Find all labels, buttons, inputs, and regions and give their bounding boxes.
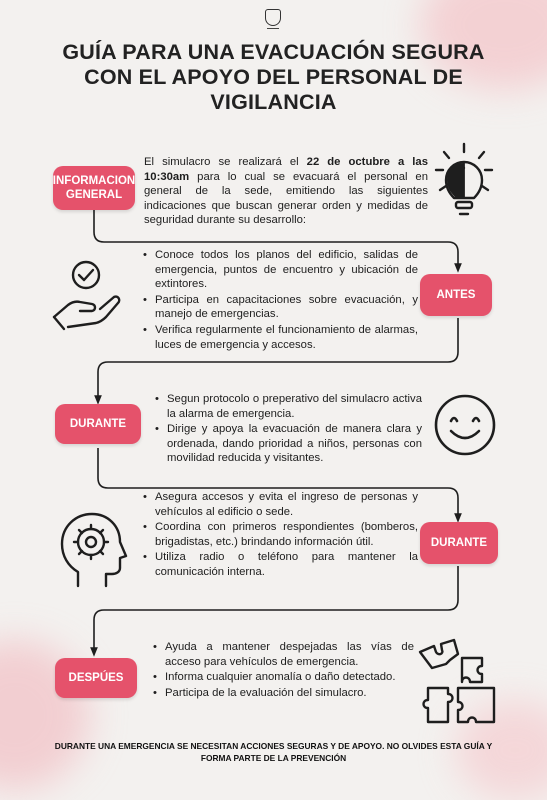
institution-logo: ▬▬▬▬ <box>262 9 284 35</box>
footer-message <box>18 740 529 764</box>
despues-item-2: • Informa cualquier anomalía o daño detectado. <box>150 670 414 685</box>
label-info-line-1: INFORMACION <box>52 175 136 187</box>
label-despues-text: DESPÚES <box>68 672 124 684</box>
intro-text-2: para lo cual se evacuará el personal en general de la sede, emitiendo las siguientes indicaciones que buscan generar orden y medidas de seguridad durante su desarrollo: <box>144 170 428 227</box>
intro-text-1: El simulacro se realizará el <box>144 156 307 168</box>
label-durante-1-text: DURANTE <box>69 418 127 430</box>
label-antes-text: ANTES <box>436 289 476 301</box>
durante-2-list <box>140 490 418 581</box>
head-gear-icon <box>48 506 132 590</box>
title-line-3: VIGILANCIA <box>210 90 337 114</box>
smiley-face-icon <box>431 391 499 459</box>
durante-1-item-2: • Dirige y apoya la evacuación de manera clara y ordenada, dando prioridad a niños, personas con movilidad reducida y visitantes. <box>152 422 422 466</box>
despues-item-1: • Ayuda a mantener despejadas las vías de acceso para vehículos de emergencia. <box>150 640 414 669</box>
antes-item-3: • Verifica regularmente el funcionamiento de alarmas, luces de emergencia y accesos. <box>140 323 418 352</box>
label-durante-2 <box>420 522 498 564</box>
title-line-2: CON EL APOYO DEL PERSONAL DE <box>84 65 463 89</box>
antes-item-1: • Conoce todos los planos del edificio, salidas de emergencia, puntos de encuentro y ubicación de extintores. <box>140 248 418 292</box>
label-antes <box>420 274 492 316</box>
title-line-1: GUÍA PARA UNA EVACUACIÓN SEGURA <box>62 40 485 64</box>
durante-1-item-1: • Segun protocolo o preperativo del simulacro activa la alarma de emergencia. <box>152 392 422 421</box>
despues-item-3: • Participa de la evaluación del simulacro. <box>150 686 414 701</box>
footer-line-2: FORMA PARTE DE LA PREVENCIÓN <box>200 753 347 763</box>
puzzle-pieces-icon <box>412 638 502 728</box>
intro-date: 22 de octubre a las 10:30am <box>144 156 428 183</box>
antes-list <box>140 248 418 353</box>
durante-2-item-1: • Asegura accesos y evita el ingreso de personas y vehículos al edificio o sede. <box>140 490 418 519</box>
durante-2-item-3: • Utiliza radio o teléfono para mantener la comunicación interna. <box>140 550 418 579</box>
footer-line-1: DURANTE UNA EMERGENCIA SE NECESITAN ACCIONES SEGURAS Y DE APOYO. NO OLVIDES ESTA GUÍA Y <box>54 741 493 751</box>
durante-2-item-2: • Coordina con primeros respondientes (bomberos, brigadistas, etc.) brindando información útil. <box>140 520 418 549</box>
lightbulb-idea-icon <box>432 140 496 224</box>
antes-item-2: • Participa en capacitaciones sobre evacuación, y manejo de emergencias. <box>140 293 418 322</box>
label-durante-1 <box>55 404 141 444</box>
label-despues <box>55 658 137 698</box>
durante-1-list <box>152 392 422 467</box>
label-info-line-2: GENERAL <box>65 189 123 201</box>
despues-list <box>150 640 414 701</box>
hand-checkmark-icon <box>48 255 126 337</box>
label-informacion-general <box>53 166 135 210</box>
label-durante-2-text: DURANTE <box>430 537 488 549</box>
intro-paragraph <box>144 155 428 228</box>
